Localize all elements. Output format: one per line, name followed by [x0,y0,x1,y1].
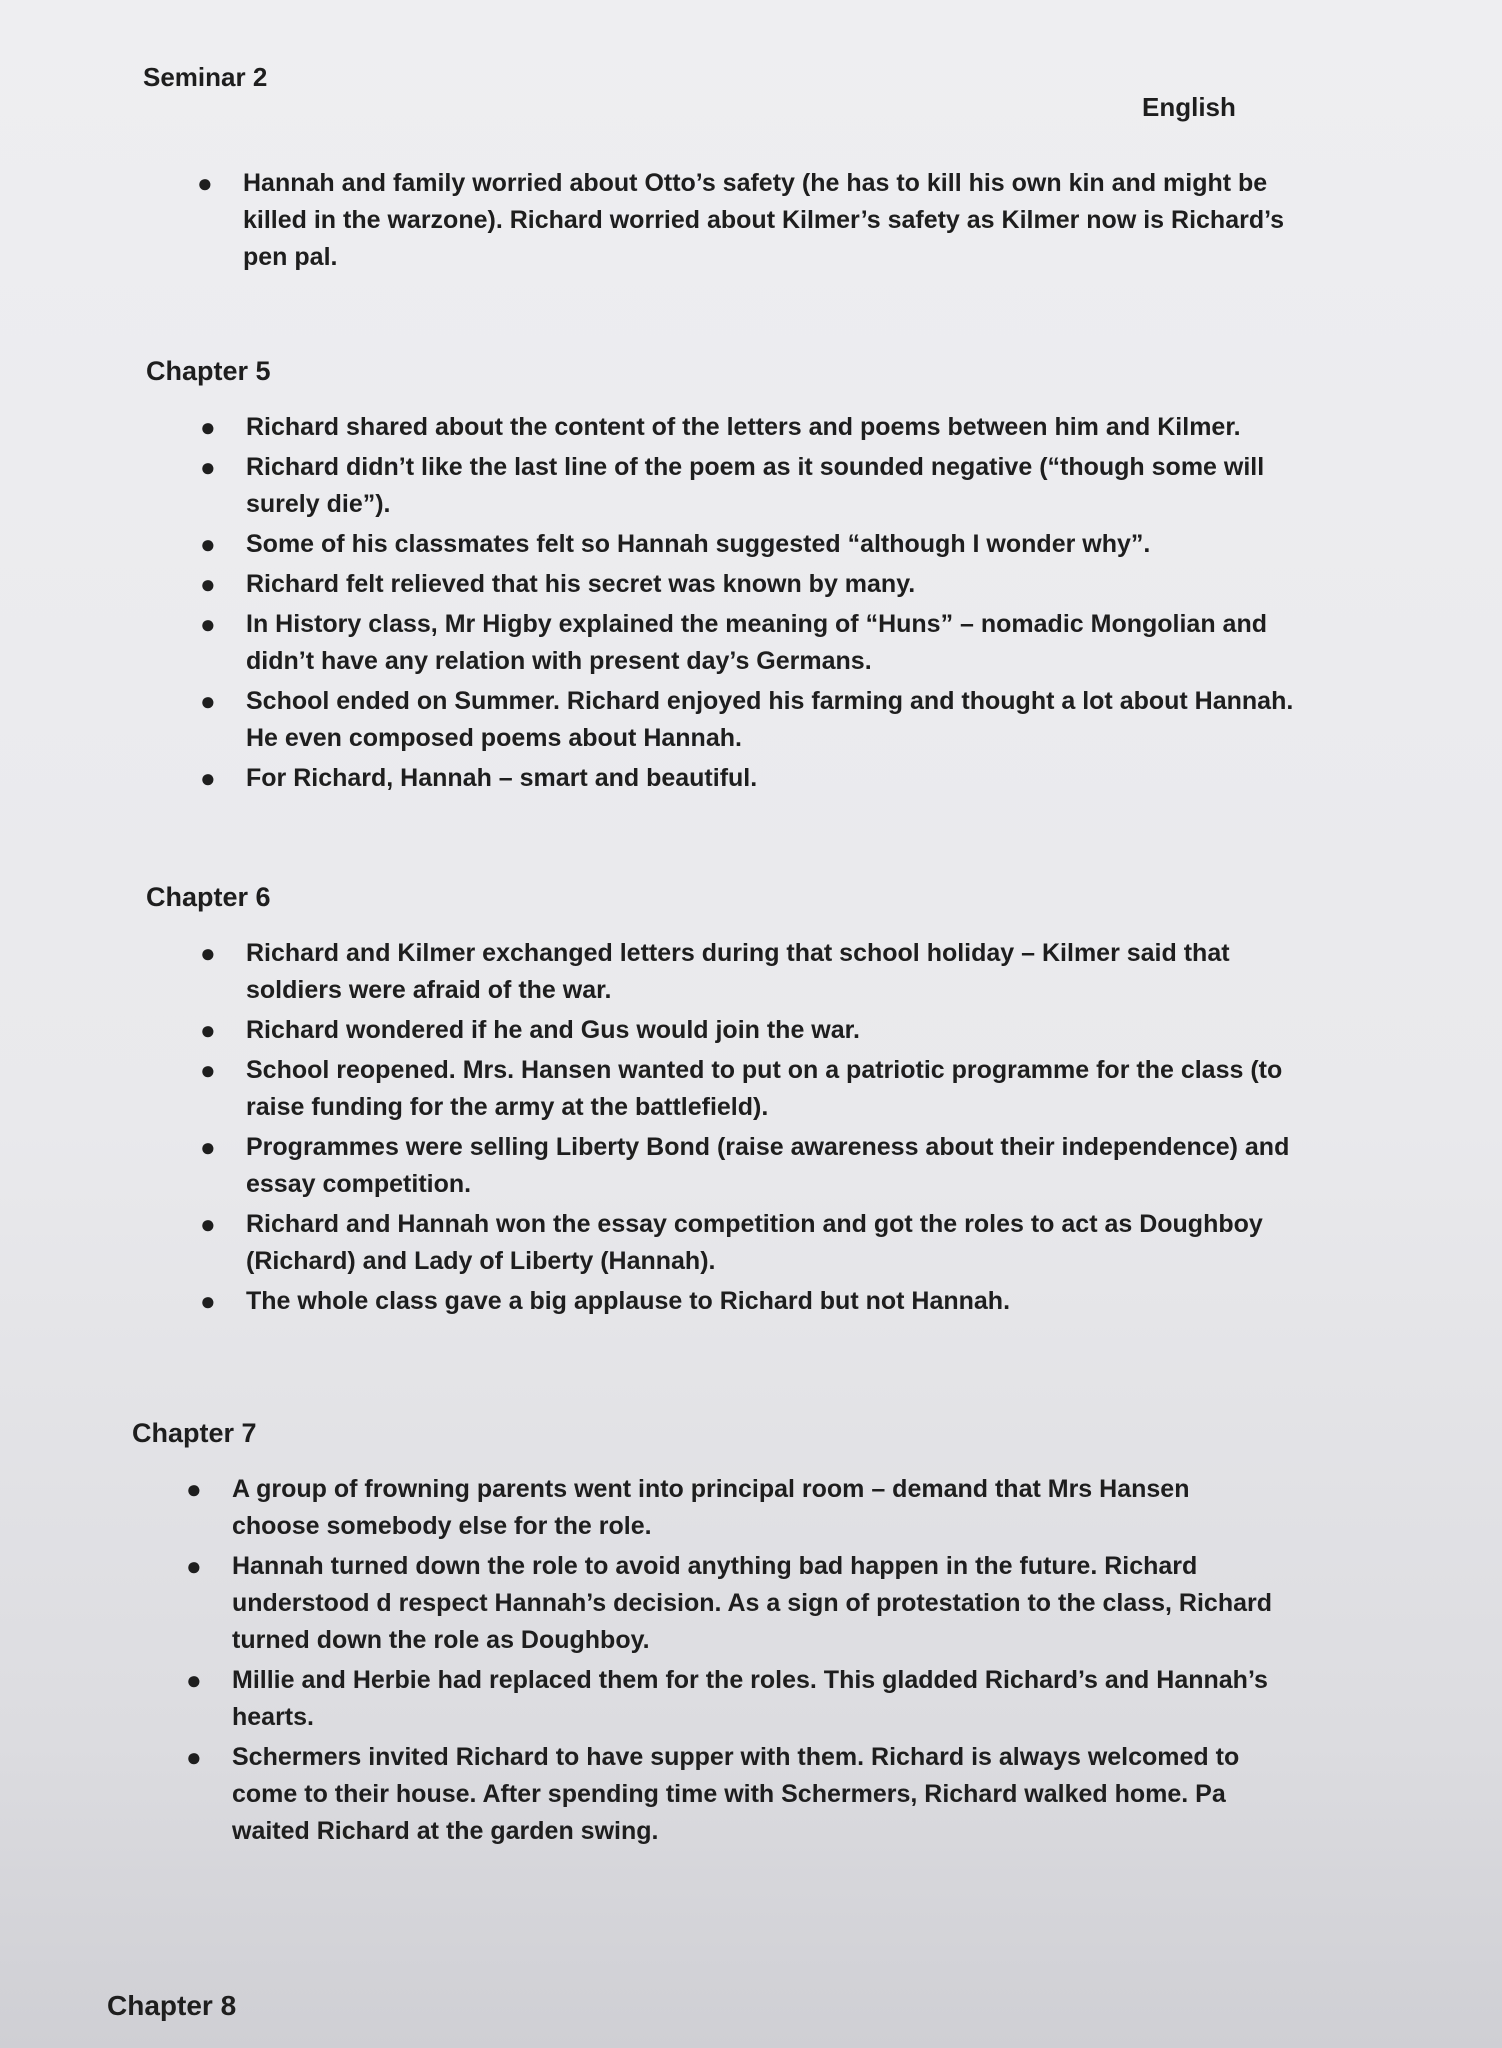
bullet-icon: ● [186,1665,202,1695]
bullet-text: In History class, Mr Higby explained the meaning of “Huns” – nomadic Mongolian and didn’t have any relation with present day’s Germans. [246,610,1267,675]
bullet-icon: ● [200,686,216,716]
bullet-text: A group of frowning parents went into principal room – demand that Mrs Hansen choose somebody else for the role. [232,1475,1190,1540]
bullet-item [200,1012,1296,1049]
chapter-6-bullet-list [146,935,1296,1320]
bullet-text: Richard felt relieved that his secret was known by many. [246,570,916,598]
bullet-text: Schermers invited Richard to have supper with them. Richard is always welcomed to come to their house. After spending time with Schermers, Richard walked home. Pa waited Richard at the garden swing. [232,1743,1240,1845]
bullet-item [186,1471,1282,1545]
intro-bullet-list [143,165,1293,276]
bullet-item [197,165,1293,276]
bullet-text: School reopened. Mrs. Hansen wanted to put on a patriotic programme for the class (to raise funding for the army at the battlefield). [246,1056,1283,1121]
bullet-item [200,683,1296,757]
bullet-icon: ● [200,763,216,793]
chapter-7-bullet-list [132,1471,1282,1850]
bullet-icon: ● [186,1742,202,1772]
bullet-text: Some of his classmates felt so Hannah suggested “although I wonder why”. [246,530,1151,558]
bullet-item [200,760,1296,797]
bullet-icon: ● [186,1474,202,1504]
bullet-item [186,1662,1282,1736]
chapter-6-section [146,882,1296,1323]
bullet-item [200,1052,1296,1126]
chapter-5-section [146,356,1296,800]
bullet-text: Richard didn’t like the last line of the poem as it sounded negative (“though some will surely die”). [246,453,1265,518]
bullet-text: Richard and Hannah won the essay competition and got the roles to act as Doughboy (Richard) and Lady of Liberty (Hannah). [246,1210,1263,1275]
bullet-item [200,566,1296,603]
bullet-item [186,1548,1282,1659]
chapter-heading: Chapter 8 [107,1990,237,2021]
bullet-item [200,1129,1296,1203]
bullet-icon: ● [200,1055,216,1085]
chapter-5-bullet-list [146,409,1296,797]
chapter-heading: Chapter 5 [146,356,271,386]
intro-section [143,165,1293,279]
bullet-item [200,526,1296,563]
bullet-item [200,935,1296,1009]
chapter-heading: Chapter 6 [146,882,271,912]
bullet-icon: ● [200,529,216,559]
bullet-item [200,1206,1296,1280]
bullet-item [200,449,1296,523]
bullet-item [186,1739,1282,1850]
bullet-text: Millie and Herbie had replaced them for the roles. This gladded Richard’s and Hannah’s hearts. [232,1666,1268,1731]
bullet-text: Richard wondered if he and Gus would join the war. [246,1016,860,1044]
chapter-8-section [107,1990,1257,2044]
bullet-text: Hannah and family worried about Otto’s safety (he has to kill his own kin and might be killed in the warzone). Richard worried about Kilmer’s safety as Kilmer now is Richard’s pen pal. [243,169,1285,271]
bullet-icon: ● [200,609,216,639]
bullet-item [200,606,1296,680]
chapter-7-section [132,1418,1282,1853]
bullet-text: Richard and Kilmer exchanged letters during that school holiday – Kilmer said that soldiers were afraid of the war. [246,939,1230,1004]
seminar-label: Seminar 2 [143,62,268,92]
bullet-icon: ● [200,569,216,599]
bullet-item [200,409,1296,446]
bullet-text: Programmes were selling Liberty Bond (raise awareness about their independence) and essay competition. [246,1133,1290,1198]
subject-label: English [1142,92,1236,122]
bullet-icon: ● [186,1551,202,1581]
bullet-icon: ● [200,412,216,442]
bullet-text: The whole class gave a big applause to Richard but not Hannah. [246,1287,1011,1315]
bullet-text: School ended on Summer. Richard enjoyed his farming and thought a lot about Hannah. He even composed poems about Hannah. [246,687,1294,752]
bullet-icon: ● [197,168,213,198]
bullet-text: For Richard, Hannah – smart and beautiful. [246,764,758,792]
bullet-icon: ● [200,1209,216,1239]
chapter-heading: Chapter 7 [132,1418,257,1448]
bullet-text: Richard shared about the content of the letters and poems between him and Kilmer. [246,413,1241,441]
bullet-text: Hannah turned down the role to avoid anything bad happen in the future. Richard understood d respect Hannah’s decision. As a sign of protestation to the class, Richard turned down the role as Doughboy. [232,1552,1273,1654]
bullet-item [200,1283,1296,1320]
bullet-icon: ● [200,1286,216,1316]
bullet-icon: ● [200,1015,216,1045]
bullet-icon: ● [200,1132,216,1162]
bullet-icon: ● [200,452,216,482]
bullet-icon: ● [200,938,216,968]
